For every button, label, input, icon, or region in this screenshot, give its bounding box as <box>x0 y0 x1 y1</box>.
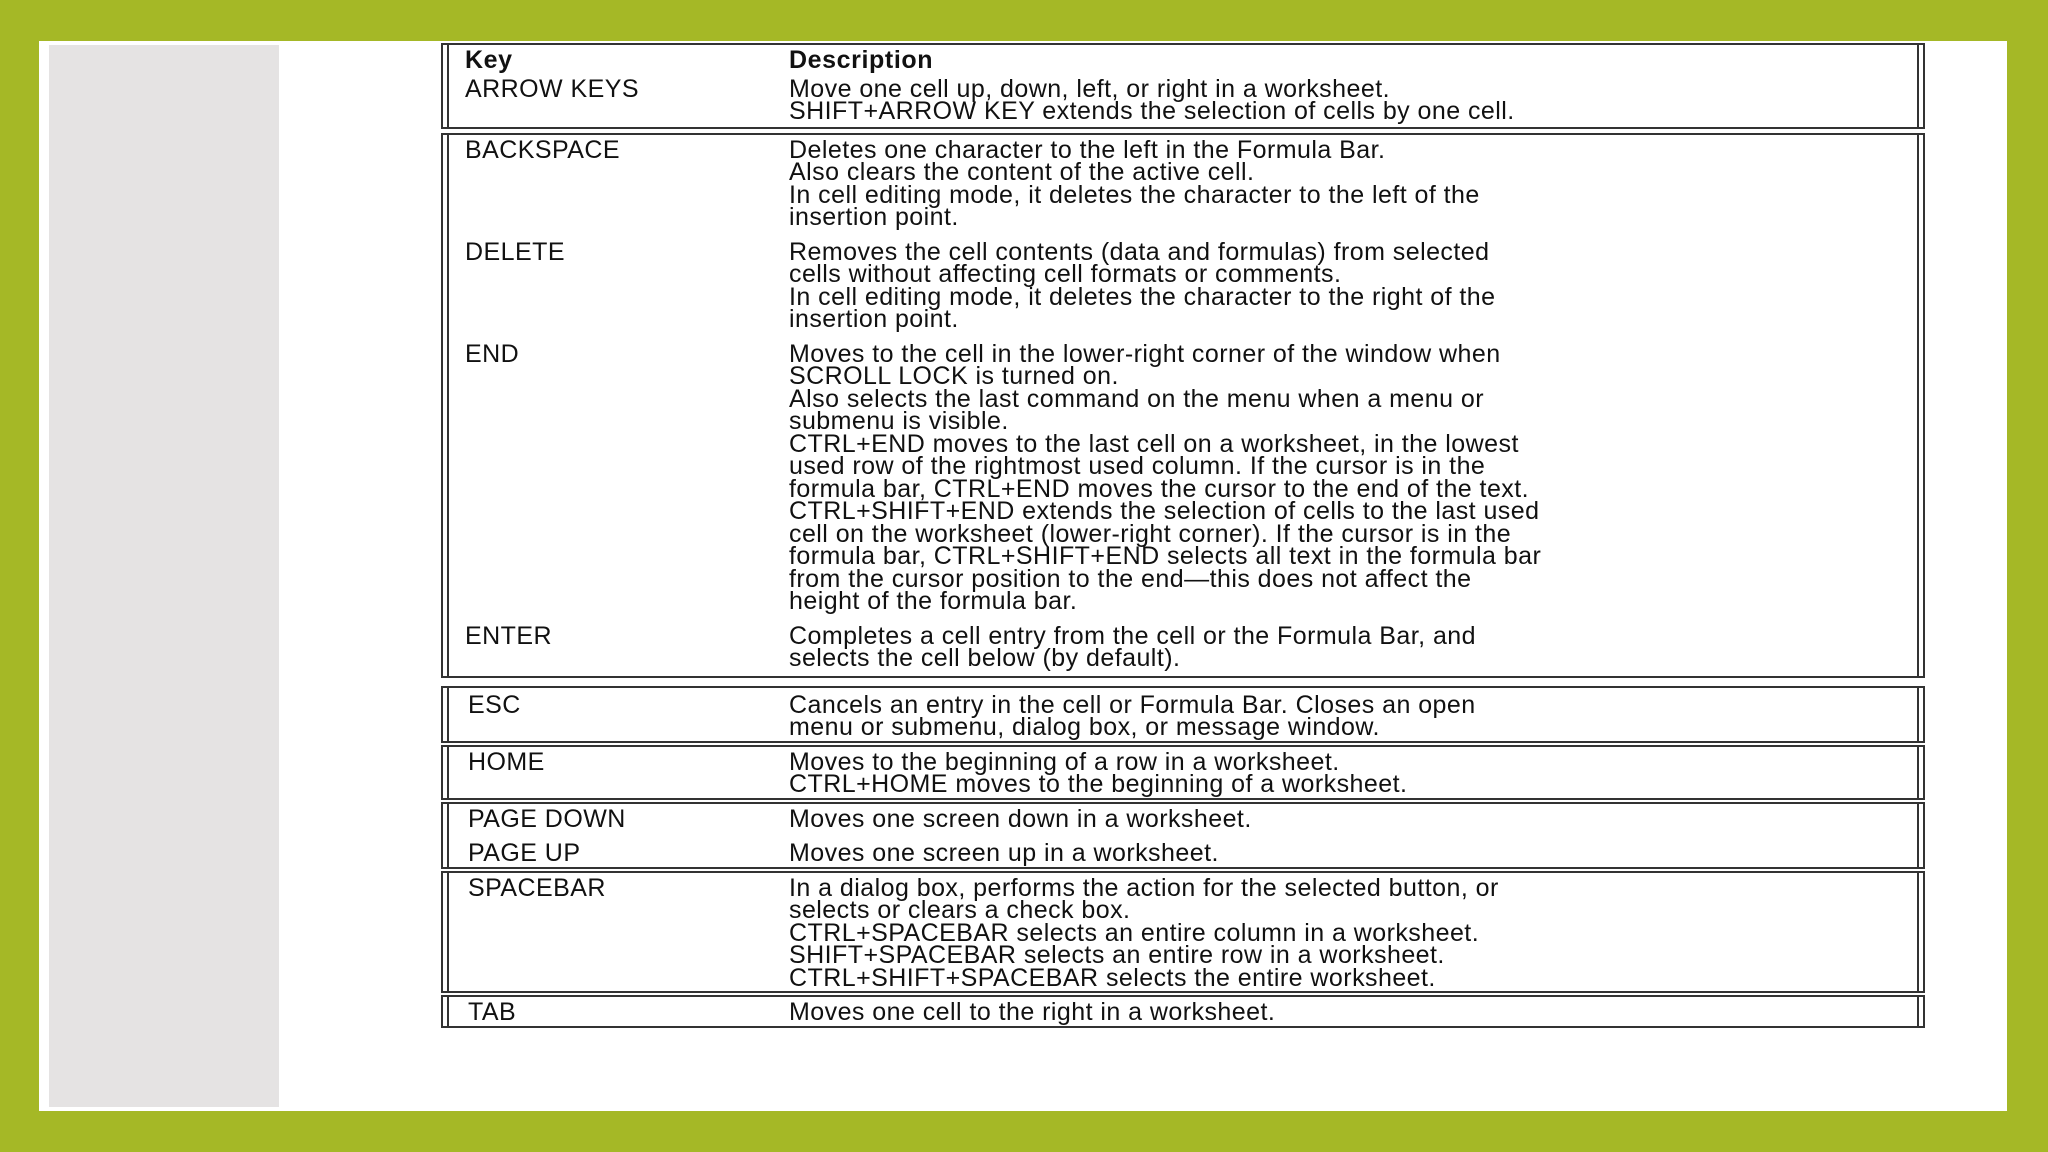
table-row <box>443 135 1915 241</box>
row-description: Completes a cell entry from the cell or the Formula Bar, and selects the cell below (by default). <box>789 621 1477 672</box>
table-group <box>441 871 1925 994</box>
shortcut-key-table <box>441 43 1925 1028</box>
table-row <box>443 804 1915 843</box>
table-group <box>441 995 1925 1028</box>
row-key: SPACEBAR <box>468 873 606 902</box>
row-key: HOME <box>468 747 545 776</box>
table-row <box>443 998 1915 1026</box>
table-row <box>443 339 1915 625</box>
table-header-row <box>443 46 1915 78</box>
table-row <box>443 237 1915 343</box>
header-key: Key <box>465 46 513 74</box>
table-row <box>443 873 1915 992</box>
side-panel <box>49 45 279 1107</box>
row-key: BACKSPACE <box>465 135 621 164</box>
row-description: Moves one cell to the right in a worksheet. <box>789 998 1276 1026</box>
row-key: PAGE UP <box>468 839 581 867</box>
row-key: DELETE <box>465 237 565 266</box>
table-row <box>443 690 1915 741</box>
row-description: Moves one screen down in a worksheet. <box>789 804 1252 833</box>
row-description: In a dialog box, performs the action for the selected button, or selects or clears a check box. CTRL+SPACEBAR selects an entire column in a worksheet. SHIFT+SPACEBAR selects an entire row in a worksheet. CTRL+SHIFT+SPACEBAR selects the entire worksheet. <box>789 873 1499 992</box>
row-description: Moves to the cell in the lower-right corner of the window when SCROLL LOCK is turned on. Also selects the last command on the menu when a menu or submenu is visible. CTRL+END moves to the last cell on a worksheet, in the lowest used row of the rightmost used column. If the cursor is in the formula bar, CTRL+END moves the cursor to the end of the text. CTRL+SHIFT+END extends the selection of cells to the last used cell on the worksheet (lower-right corner). If the cursor is in the formula bar, CTRL+SHIFT+END selects all text in the formula bar from the cursor position to the end—this does not affect the height of the formula bar. <box>789 339 1542 615</box>
table-group <box>441 43 1925 129</box>
row-key: ESC <box>468 690 521 719</box>
table-group <box>441 745 1925 800</box>
table-group <box>441 686 1925 743</box>
table-group <box>441 133 1925 678</box>
table-group <box>441 802 1925 869</box>
row-description: Removes the cell contents (data and formulas) from selected cells without affecting cell formats or comments. In cell editing mode, it deletes the character to the right of the insertion point. <box>789 237 1496 333</box>
row-description: Deletes one character to the left in the Formula Bar. Also clears the content of the active cell. In cell editing mode, it deletes the character to the left of the insertion point. <box>789 135 1480 231</box>
row-key: PAGE DOWN <box>468 804 626 833</box>
table-row <box>443 74 1915 125</box>
table-row <box>443 621 1915 672</box>
slide <box>39 41 2007 1111</box>
row-key: TAB <box>468 998 517 1026</box>
table-row <box>443 747 1915 798</box>
row-description: Move one cell up, down, left, or right in a worksheet. SHIFT+ARROW KEY extends the selection of cells by one cell. <box>789 74 1515 125</box>
row-key: ARROW KEYS <box>465 74 639 103</box>
table-row <box>443 839 1915 867</box>
row-description: Moves to the beginning of a row in a worksheet. CTRL+HOME moves to the beginning of a worksheet. <box>789 747 1408 798</box>
header-description: Description <box>789 46 934 74</box>
row-key: END <box>465 339 520 368</box>
row-key: ENTER <box>465 621 552 650</box>
row-description: Moves one screen up in a worksheet. <box>789 839 1219 867</box>
row-description: Cancels an entry in the cell or Formula Bar. Closes an open menu or submenu, dialog box, or message window. <box>789 690 1476 741</box>
